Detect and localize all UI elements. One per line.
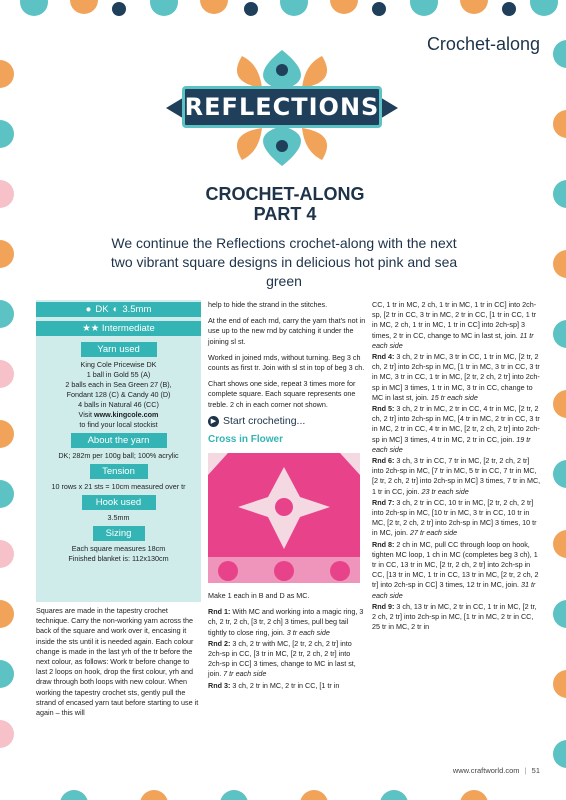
round-text: With MC and working into a magic ring, 3 ch, 2 tr, 2 ch, [3 tr, 2 ch] 3 times, pull beg tail tightly to close ring, join. bbox=[208, 607, 364, 637]
technique-paragraph: Squares are made in the tapestry crochet technique. Carry the non-working yarn across the back of the square and work over it, encasing it inside the sts until it is needed again. Each colour change is made in the last yrh of the tr before the next colour, as follows: Work tr before change to last 2 loops on hook, drop the first colour, yrh and draw through both loops with new colour. When working the tapestry crochet sts, gently pull the strand of encased yarn taut before starting to use it again – this will bbox=[36, 606, 199, 718]
round-text: 3 ch, 3 tr in CC, 7 tr in MC, [2 tr, 2 ch, 2 tr] into 2ch-sp in MC, [7 tr in MC, 5 tr in CC, 7 tr in MC, [2 tr, 2 ch, 2 tr] into 2ch-sp in MC] 3 times, 7 tr in MC, 1 tr in CC, join. bbox=[372, 456, 541, 496]
sizing-text bbox=[36, 541, 201, 567]
stitch-count: 19 tr each side bbox=[372, 434, 531, 454]
start-crocheting-heading bbox=[208, 416, 366, 427]
about-yarn-text: DK; 282m per 100g ball; 100% acrylic bbox=[58, 451, 179, 460]
body-paragraph: Worked in joined rnds, without turning. Beg 3 ch counts as first tr. Join with sl st in top of beg 3 ch. bbox=[208, 352, 365, 373]
round-text: 3 ch, 13 tr in MC, 2 tr in CC, 1 tr in MC, [2 tr, 2 ch, 2 tr] into 2ch-sp in MC, [1 tr in MC, 2 tr in CC, 25 tr in MC, 2 tr in bbox=[372, 601, 537, 632]
about-yarn-heading: About the yarn bbox=[71, 433, 167, 448]
page-footer: www.craftworld.com | 51 bbox=[452, 766, 540, 775]
round-text: 3 ch, 2 tr in CC, 10 tr in MC, [2 tr, 2 ch, 2 tr] into 2ch-sp in MC, [10 tr in MC, 3 tr in CC, 10 tr in MC, [2 tr, 2 ch, 2 tr] into 2ch-sp in MC] 3 times, 10 tr in MC, join. bbox=[372, 497, 537, 538]
article-headline bbox=[140, 184, 430, 224]
stitch-count: 11 tr each side bbox=[372, 330, 534, 350]
page-number: 51 bbox=[531, 766, 540, 775]
yarn-weight-badge bbox=[36, 302, 201, 317]
middle-column bbox=[208, 300, 366, 692]
visit-prefix: Visit bbox=[78, 410, 94, 419]
stitch-count: 23 tr each side bbox=[419, 486, 469, 496]
round-label: Rnd 2: bbox=[208, 638, 231, 648]
section-label: Crochet-along bbox=[426, 34, 540, 54]
right-column bbox=[372, 300, 542, 634]
body-paragraph: At the end of each rnd, carry the yarn that's not in use up to the new rnd by catching it under the joining sl st. bbox=[208, 316, 366, 346]
stitch-count: 3 tr each side bbox=[284, 627, 330, 637]
round-label: Rnd 5: bbox=[372, 404, 395, 414]
arrow-right-icon: ▶ bbox=[208, 416, 219, 427]
headline-line-1: CROCHET-ALONG bbox=[205, 184, 365, 204]
stitch-count: 31 tr each side bbox=[372, 580, 536, 600]
round-label: Rnd 4: bbox=[372, 352, 395, 362]
stockist-link[interactable]: www.kingcole.com bbox=[94, 410, 159, 419]
hook-used-heading: Hook used bbox=[82, 495, 156, 510]
tension-heading: Tension bbox=[90, 464, 148, 479]
stitch-count: 7 tr each side bbox=[221, 669, 267, 679]
yarn-line: 1 ball in Gold 55 (A) bbox=[86, 370, 151, 379]
round-text: 3 ch, 2 tr in MC, 2 tr in CC, 4 tr in MC, [2 tr, 2 ch, 2 tr] into 2ch-sp in MC, [4 tr in MC, 2 tr in CC, 3 tr in MC, 2 tr in CC, 4 tr in MC, [2 tr, 2 ch, 2 tr] into 2ch-sp in MC] 3 times, 4 tr in MC, 2 tr in CC, join. bbox=[372, 404, 540, 444]
stitch-count: 15 tr each side bbox=[428, 392, 478, 402]
round-label: Rnd 6: bbox=[372, 456, 395, 466]
sizing-line: Each square measures 18cm bbox=[71, 544, 166, 553]
yarn-line: 4 balls in Natural 46 (CC) bbox=[78, 400, 159, 409]
tension-text: 10 rows x 21 sts = 10cm measured over tr bbox=[51, 482, 186, 491]
logo-banner bbox=[182, 86, 382, 128]
yarn-weight-text: DK bbox=[95, 304, 109, 315]
article-intro: We continue the Reflections crochet-along with the next two vibrant square designs in delicious hot pink and sea green bbox=[110, 235, 458, 289]
yarn-used-details bbox=[36, 357, 201, 433]
yarn-line: Fondant 128 (C) & Candy 40 (D) bbox=[66, 390, 171, 399]
cross-in-flower-photo bbox=[208, 453, 360, 583]
body-paragraph: help to hide the strand in the stitches. bbox=[208, 300, 328, 309]
visit-suffix: to find your local stockist bbox=[79, 420, 158, 429]
sizing-heading: Sizing bbox=[93, 526, 145, 541]
round-label: Rnd 9: bbox=[372, 601, 395, 611]
sizing-line: Finished blanket is: 112x130cm bbox=[68, 554, 169, 563]
start-crocheting-label: Start crocheting... bbox=[223, 415, 306, 428]
ball-icon: ● bbox=[85, 304, 92, 315]
hook-used-text: 3.5mm bbox=[107, 513, 130, 522]
decorative-border-right bbox=[547, 0, 566, 800]
yarn-line: 2 balls each in Sea Green 27 (B), bbox=[65, 380, 172, 389]
round-label: Rnd 7: bbox=[372, 497, 395, 507]
body-paragraph: Chart shows one side, repeat 3 times more for complete square. Each square represents one treble. 2 ch in each corner not shown. bbox=[208, 379, 356, 409]
pattern-info-box bbox=[36, 300, 201, 602]
hook-icon: ◐ bbox=[112, 304, 119, 315]
round-label: Rnd 3: bbox=[208, 680, 231, 690]
skill-level-badge: ★★ Intermediate bbox=[36, 321, 201, 336]
yarn-used-heading: Yarn used bbox=[81, 342, 157, 357]
round-label: Rnd 8: bbox=[372, 539, 395, 549]
round-label: Rnd 1: bbox=[208, 607, 231, 617]
yarn-line: King Cole Pricewise DK bbox=[80, 360, 157, 369]
square-title: Cross in Flower bbox=[208, 433, 284, 445]
hook-size-text: 3.5mm bbox=[122, 304, 152, 315]
round-text: CC, 1 tr in MC, 2 ch, 1 tr in MC, 1 tr in CC] into 2ch-sp, [2 tr in CC, 3 tr in MC, 2 tr in CC, [1 tr in CC, 1 tr in MC, 2 ch, 1 tr in MC, 1 tr in CC] into 2ch-sp] 3 times, 2 tr in CC, change to MC in last st, join. bbox=[372, 300, 537, 340]
round-text: 3 ch, 2 tr in MC, 2 tr in CC, [1 tr in bbox=[230, 680, 340, 690]
decorative-border-top bbox=[0, 0, 566, 24]
footer-site-link[interactable]: www.craftworld.com bbox=[452, 766, 520, 775]
decorative-border-bottom bbox=[0, 784, 566, 800]
headline-line-2: PART 4 bbox=[253, 204, 317, 224]
round-text: 3 ch, 2 tr in MC, 3 tr in CC, 1 tr in MC, [2 tr, 2 ch, 2 tr] into 2ch-sp in MC, [1 tr in MC, 3 tr in CC, 3 tr in MC, 3 tr in CC, 1 tr in MC, [2 tr, 2 ch, 2 tr] into 2ch-sp in MC] 3 times, 1 tr in MC, 3 tr in CC, change to MC in last st, join. bbox=[372, 352, 540, 402]
stitch-count: 27 tr each side bbox=[407, 528, 458, 538]
round-text: 3 ch, 2 tr with MC, [2 tr, 2 ch, 2 tr] into 2ch-sp in CC, [3 tr in MC, [2 tr, 2 ch, 2 tr] into 2ch-sp in CC] 3 times, change to MC in last st, join. bbox=[208, 638, 356, 679]
decorative-border-left bbox=[0, 0, 26, 800]
body-paragraph: Make 1 each in B and D as MC. bbox=[208, 591, 310, 601]
reflections-logo bbox=[162, 46, 402, 170]
logo-title: REFLECTIONS bbox=[184, 93, 380, 121]
round-text: 2 ch in MC, pull CC through loop on hook, tighten MC loop, 1 ch in MC (completes beg 3 ch), 1 tr in CC, 13 tr in MC, [2 tr, 2 ch, 2 tr] into 2ch-sp in CC, [13 tr in MC, 1 tr in CC, 13 tr in MC, [2 tr, 2 ch, 2 tr] into 2ch-sp in CC] 3 times, 12 tr in MC, join. bbox=[372, 539, 539, 590]
